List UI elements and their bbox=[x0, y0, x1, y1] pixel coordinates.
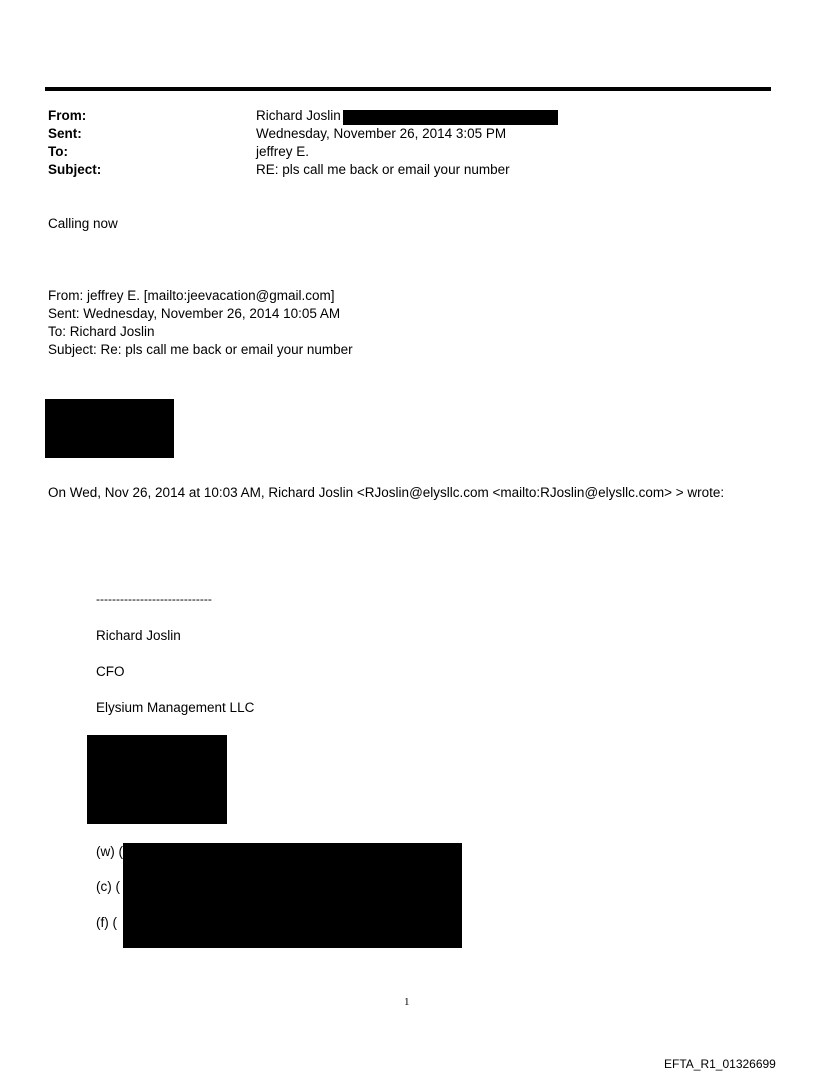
signature-company: Elysium Management LLC bbox=[96, 700, 255, 715]
sent-label: Sent: bbox=[48, 126, 82, 141]
quoted-from: From: jeffrey E. [mailto:jeevacation@gmail.com] bbox=[48, 288, 335, 303]
quoted-sent: Sent: Wednesday, November 26, 2014 10:05 AM bbox=[48, 306, 341, 321]
signature-phone-w: (w) ( bbox=[96, 844, 123, 859]
redaction-box bbox=[343, 110, 558, 125]
signature-phone-f: (f) ( bbox=[96, 915, 117, 930]
signature-name: Richard Joslin bbox=[96, 628, 181, 643]
page-number: 1 bbox=[404, 996, 410, 1008]
to-value: jeffrey E. bbox=[256, 144, 310, 159]
signature-phone-c: (c) ( bbox=[96, 879, 120, 894]
from-value: Richard Joslin bbox=[256, 108, 341, 123]
subject-value: RE: pls call me back or email your number bbox=[256, 162, 510, 177]
to-label: To: bbox=[48, 144, 68, 159]
header-rule bbox=[45, 87, 771, 91]
sent-value: Wednesday, November 26, 2014 3:05 PM bbox=[256, 126, 507, 141]
redaction-box bbox=[45, 399, 174, 458]
signature-separator: ----------------------------- bbox=[96, 592, 212, 606]
redaction-box bbox=[123, 843, 462, 948]
quoted-wrote-line: On Wed, Nov 26, 2014 at 10:03 AM, Richard Joslin <RJoslin@elysllc.com <mailto:RJoslin@elysllc.com> > wrote: bbox=[48, 485, 725, 500]
subject-label: Subject: bbox=[48, 162, 102, 177]
quoted-subject: Subject: Re: pls call me back or email your number bbox=[48, 342, 353, 357]
quoted-to: To: Richard Joslin bbox=[48, 324, 155, 339]
from-label: From: bbox=[48, 108, 87, 123]
redaction-box bbox=[87, 735, 227, 824]
document-id: EFTA_R1_01326699 bbox=[664, 1057, 776, 1071]
signature-title: CFO bbox=[96, 664, 125, 679]
reply-text: Calling now bbox=[48, 216, 118, 231]
